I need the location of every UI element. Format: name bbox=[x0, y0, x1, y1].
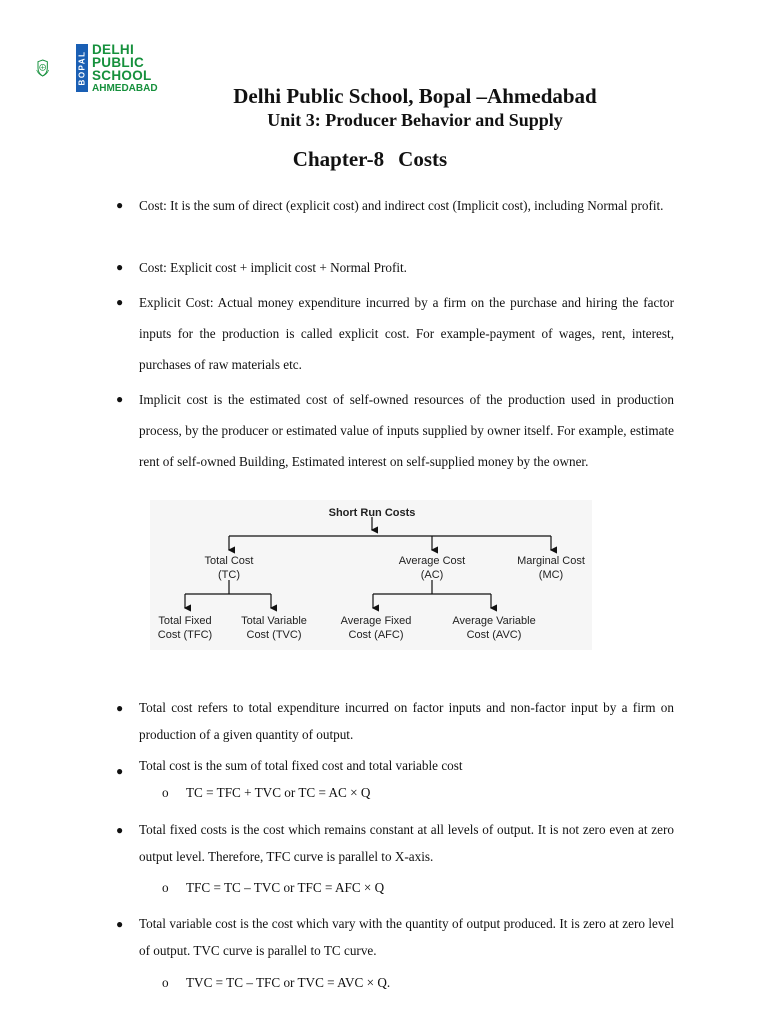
logo-vertical-band: BOPAL bbox=[76, 44, 88, 92]
short-run-costs-diagram bbox=[150, 500, 592, 650]
bullet-icon: ● bbox=[116, 295, 124, 309]
chapter-title: Chapter-8 Costs bbox=[292, 147, 448, 171]
diagram-node-tfc-abbr: Cost (TFC) bbox=[157, 629, 213, 641]
diagram-node-ac: Average Cost bbox=[398, 555, 466, 567]
diagram-node-tc-abbr: (TC) bbox=[218, 569, 240, 581]
formula-tfc: o TFC = TC – TVC or TFC = AFC × Q bbox=[162, 880, 385, 895]
bullet-item-cost-definition: Cost: It is the sum of direct (explicit cost) and indirect cost (Implicit cost), including Normal profit. bbox=[139, 198, 664, 213]
unit-title: Unit 3: Producer Behavior and Supply bbox=[267, 110, 563, 130]
diagram-node-afc-abbr: Cost (AFC) bbox=[348, 629, 404, 641]
bullet-item-total-cost: Total cost refers to total expenditure incurred on factor inputs and non-factor input by a firm on production of a given quantity of output. bbox=[139, 700, 674, 742]
bullet-icon: ● bbox=[116, 764, 124, 778]
bullet-icon: ● bbox=[116, 260, 124, 274]
diagram-root-label: Short Run Costs bbox=[328, 507, 416, 519]
diagram-node-tvc-abbr: Cost (TVC) bbox=[246, 629, 302, 641]
bullet-icon: ● bbox=[116, 917, 124, 931]
diagram-node-afc: Average Fixed bbox=[340, 615, 412, 627]
bullet-item-total-fixed-cost: Total fixed costs is the cost which remains constant at all levels of output. It is not zero even at zero output level. Therefore, TFC curve is parallel to X-axis. bbox=[139, 822, 674, 864]
bullet-icon: ● bbox=[116, 823, 124, 837]
bullet-icon: ● bbox=[116, 198, 124, 212]
diagram-node-mc-abbr: (MC) bbox=[538, 569, 564, 581]
bullet-icon: ● bbox=[116, 392, 124, 406]
diagram-node-tvc: Total Variable bbox=[241, 615, 307, 627]
diagram-node-tc: Total Cost bbox=[204, 555, 254, 567]
bullet-item-cost-formula: Cost: Explicit cost + implicit cost + Normal Profit. bbox=[139, 260, 407, 275]
formula-tc: o TC = TFC + TVC or TC = AC × Q bbox=[162, 785, 371, 800]
bullet-item-explicit-cost: Explicit Cost: Actual money expenditure incurred by a firm on the purchase and hiring the factor inputs for the production is called explicit cost. For example-payment of wages, rent, interest, purchases of raw materials etc. bbox=[139, 295, 674, 372]
bullet-icon: ● bbox=[116, 701, 124, 715]
bullet-item-total-cost-sum: Total cost is the sum of total fixed cost and total variable cost bbox=[139, 758, 463, 773]
school-title: Delhi Public School, Bopal –Ahmedabad bbox=[233, 84, 597, 108]
formula-tvc: o TVC = TC – TFC or TVC = AVC × Q. bbox=[162, 975, 391, 990]
diagram-node-tfc: Total Fixed bbox=[158, 615, 212, 627]
diagram-node-avc: Average Variable bbox=[452, 615, 536, 627]
bullet-item-implicit-cost: Implicit cost is the estimated cost of self-owned resources of the production used in production process, by the producer or estimated value of inputs supplied by owner itself. For example, estimate rent of self-owned Building, Estimated interest on self-supplied money by the owner. bbox=[139, 392, 674, 469]
diagram-node-avc-abbr: Cost (AVC) bbox=[466, 629, 522, 641]
diagram-node-mc: Marginal Cost bbox=[517, 555, 585, 567]
diagram-node-ac-abbr: (AC) bbox=[420, 569, 444, 581]
bullet-item-total-variable-cost: Total variable cost is the cost which vary with the quantity of output produced. It is zero at zero level of output. TVC curve is parallel to TC curve. bbox=[139, 916, 674, 958]
logo-wordmark: DELHI PUBLIC SCHOOL AHMEDABAD bbox=[92, 42, 158, 94]
